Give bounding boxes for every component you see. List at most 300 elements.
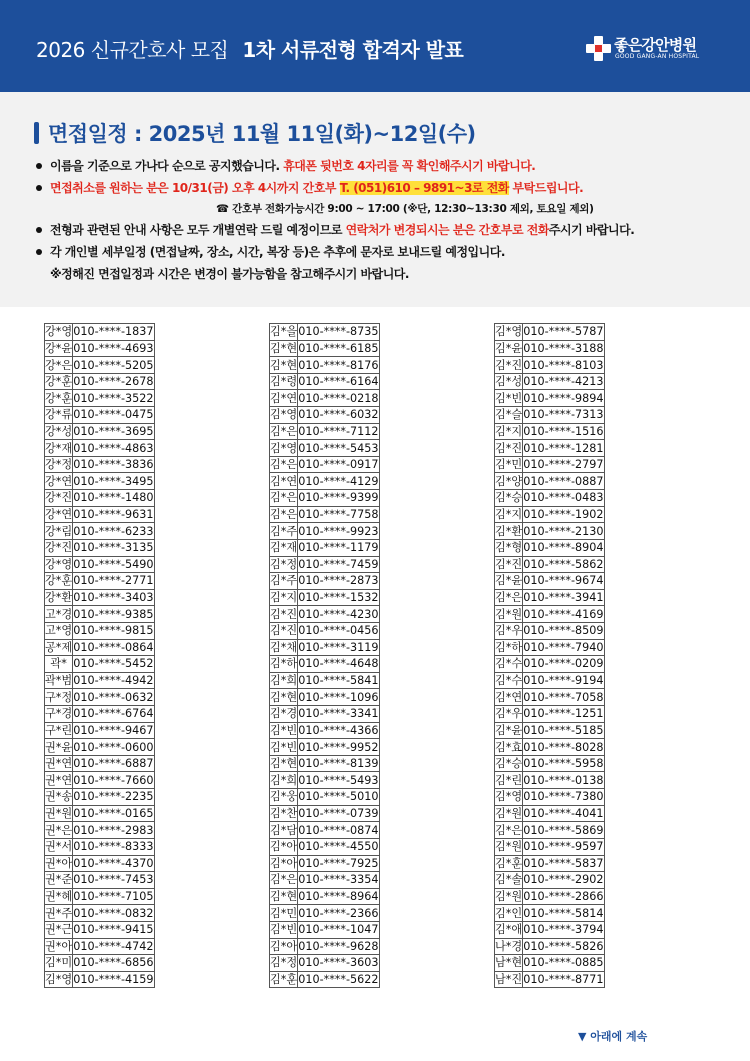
applicant-phone: 010-****-3119 (298, 640, 379, 654)
applicant-name: 김*성 (495, 375, 523, 389)
applicant-name: 김*을 (270, 325, 298, 339)
applicant-name: 김*영 (495, 325, 523, 339)
applicant-name: 고*영 (45, 624, 73, 638)
applicant-name: 김*현 (270, 358, 298, 372)
table-row (270, 523, 380, 540)
applicant-name: 강*재 (45, 441, 73, 455)
table-row (45, 739, 155, 756)
table-row (495, 921, 605, 938)
applicant-phone: 010-****-5205 (73, 358, 154, 372)
applicant-phone: 010-****-9952 (298, 740, 379, 754)
applicant-phone: 010-****-2983 (73, 823, 154, 837)
table-row (270, 473, 380, 490)
applicant-phone: 010-****-7453 (73, 873, 154, 887)
logo-name: 좋은강안병원 (614, 36, 697, 54)
table-row (495, 888, 605, 905)
applicant-name: 남*현 (495, 956, 523, 970)
table-row (270, 423, 380, 440)
table-row (270, 639, 380, 656)
applicant-name: 김*훈 (270, 973, 298, 987)
applicant-phone: 010-****-8176 (298, 358, 379, 372)
table-row (45, 755, 155, 772)
applicant-phone: 010-****-9415 (73, 923, 154, 937)
table-row (45, 805, 155, 822)
applicant-name: 김*윤 (495, 723, 523, 737)
applicant-name: 김*수 (495, 657, 523, 671)
applicant-name: 김*빈 (495, 391, 523, 405)
applicant-phone: 010-****-2130 (523, 524, 604, 538)
applicant-phone: 010-****-1516 (523, 424, 604, 438)
applicant-phone: 010-****-0483 (523, 491, 604, 505)
applicant-name: 김*진 (495, 557, 523, 571)
applicant-name: 김*원 (495, 607, 523, 621)
bullet-icon (36, 163, 42, 169)
applicant-name: 김*은 (495, 823, 523, 837)
applicant-name: 권*주 (45, 906, 73, 920)
applicant-phone: 010-****-9194 (523, 674, 604, 688)
applicant-phone: 010-****-2366 (298, 906, 379, 920)
table-row (495, 789, 605, 806)
table-row (495, 755, 605, 772)
table-row (45, 689, 155, 706)
table-row (45, 606, 155, 623)
applicant-name: 김*진 (270, 624, 298, 638)
applicant-name: 권*아 (45, 939, 73, 953)
table-row (495, 706, 605, 723)
applicant-phone: 010-****-7459 (298, 557, 379, 571)
applicant-name: 김*아 (270, 856, 298, 870)
applicant-phone: 010-****-7660 (73, 773, 154, 787)
applicant-name: 김*령 (270, 375, 298, 389)
applicant-phone: 010-****-4159 (73, 973, 154, 987)
applicant-phone: 010-****-5452 (73, 657, 154, 671)
applicant-phone: 010-****-3941 (523, 591, 604, 605)
applicant-name: 김*연 (270, 474, 298, 488)
applicant-phone: 010-****-1047 (298, 923, 379, 937)
applicant-name: 권*은 (45, 823, 73, 837)
applicant-phone: 010-****-0864 (73, 640, 154, 654)
applicant-phone: 010-****-2771 (73, 574, 154, 588)
table-row (495, 573, 605, 590)
applicant-name: 김*주 (270, 574, 298, 588)
applicant-phone: 010-****-0600 (73, 740, 154, 754)
table-row (45, 872, 155, 889)
applicant-name: 김*양 (495, 474, 523, 488)
table-row (495, 905, 605, 922)
applicant-name: 김*영 (270, 441, 298, 455)
applicant-phone: 010-****-8333 (73, 840, 154, 854)
table-row (495, 473, 605, 490)
table-row (270, 872, 380, 889)
applicant-name: 김*담 (270, 823, 298, 837)
table-row (270, 506, 380, 523)
applicant-phone: 010-****-2866 (523, 890, 604, 904)
applicant-phone: 010-****-5493 (298, 773, 379, 787)
applicant-name: 권*아 (45, 856, 73, 870)
table-row (495, 838, 605, 855)
table-row (270, 739, 380, 756)
applicant-phone: 010-****-5837 (523, 856, 604, 870)
applicant-phone: 010-****-4041 (523, 806, 604, 820)
applicant-name: 김*주 (270, 524, 298, 538)
table-row (270, 373, 380, 390)
table-row (45, 423, 155, 440)
applicant-phone: 010-****-5826 (523, 939, 604, 953)
applicant-phone: 010-****-5490 (73, 557, 154, 571)
applicant-name: 김*은 (270, 458, 298, 472)
applicant-name: 김*은 (270, 873, 298, 887)
table-row (270, 689, 380, 706)
table-row (270, 324, 380, 341)
applicant-name: 강*연 (45, 508, 73, 521)
applicant-name: 김*빈 (270, 723, 298, 737)
applicant-name: 강*류 (45, 408, 73, 422)
table-row (495, 805, 605, 822)
table-row (270, 656, 380, 673)
applicant-name: 김*수 (495, 674, 523, 688)
applicant-phone: 010-****-5869 (523, 823, 604, 837)
table-row (270, 589, 380, 606)
table-row (495, 407, 605, 424)
table-row (495, 971, 605, 988)
applicant-name: 김*린 (495, 773, 523, 787)
applicant-phone: 010-****-3403 (73, 591, 154, 605)
applicant-name: 김*은 (270, 508, 298, 521)
applicant-phone: 010-****-7058 (523, 690, 604, 704)
table-row (45, 573, 155, 590)
applicant-name: 강*진 (45, 491, 73, 505)
table-row (270, 407, 380, 424)
applicant-phone: 010-****-4213 (523, 375, 604, 389)
applicant-name: 김*윤 (495, 574, 523, 588)
table-row (495, 955, 605, 972)
applicant-name: 김*웅 (270, 790, 298, 804)
applicant-phone: 010-****-0887 (523, 474, 604, 488)
applicant-name: 김*진 (495, 441, 523, 455)
applicant-phone: 010-****-0138 (523, 773, 604, 787)
schedule-change-note: ※정해진 면접일정과 시간은 변경이 불가능함을 참고해주시기 바랍니다. (50, 267, 409, 281)
table-row (495, 490, 605, 507)
applicant-phone: 010-****-4169 (523, 607, 604, 621)
table-row (45, 921, 155, 938)
header-banner (0, 0, 750, 92)
table-row (45, 656, 155, 673)
applicant-name: 김*윤 (495, 341, 523, 355)
applicant-phone: 010-****-7112 (298, 424, 379, 438)
applicant-phone: 010-****-8735 (298, 325, 379, 339)
applicant-name: 강*은 (45, 358, 73, 372)
applicant-phone: 010-****-8509 (523, 624, 604, 638)
applicant-name: 김*지 (495, 424, 523, 438)
notice-item-order: 이름을 기준으로 가나다 순으로 공지했습니다. 휴대폰 뒷번호 4자리를 꼭 확인해주시기 바랍니다. (36, 155, 726, 177)
hospital-cross-icon (586, 36, 610, 60)
applicant-name: 곽* (45, 656, 73, 673)
applicant-phone: 010-****-3695 (73, 424, 154, 438)
applicant-name: 김*정 (270, 557, 298, 571)
continue-below-label: ▼ 아래에 계속 (578, 1030, 648, 1043)
applicant-phone: 010-****-5622 (298, 973, 379, 987)
applicant-phone: 010-****-0885 (523, 956, 604, 970)
table-row (495, 606, 605, 623)
applicant-phone: 010-****-4648 (298, 657, 379, 671)
applicant-name: 김*채 (270, 640, 298, 654)
applicant-phone: 010-****-4742 (73, 939, 154, 953)
applicant-phone: 010-****-4693 (73, 341, 154, 355)
table-row (495, 656, 605, 673)
table-row (45, 838, 155, 855)
applicant-phone: 010-****-7313 (523, 408, 604, 422)
table-row (270, 340, 380, 357)
applicant-name: 강*정 (45, 458, 73, 472)
applicant-phone: 010-****-0165 (73, 806, 154, 820)
table-row (45, 324, 155, 341)
applicant-name: 김*애 (495, 923, 523, 937)
applicant-phone: 010-****-6887 (73, 757, 154, 771)
applicant-name: 김*현 (270, 341, 298, 355)
table-row (495, 539, 605, 556)
applicant-phone: 010-****-3135 (73, 541, 154, 555)
applicant-phone: 010-****-0209 (523, 657, 604, 671)
applicant-name: 강*훈 (45, 375, 73, 389)
table-row (495, 639, 605, 656)
applicant-phone: 010-****-5787 (523, 325, 604, 339)
table-row (495, 357, 605, 374)
table-row (495, 739, 605, 756)
table-row (495, 872, 605, 889)
table-row (45, 390, 155, 407)
table-row (45, 722, 155, 739)
applicant-phone: 010-****-8103 (523, 358, 604, 372)
applicant-phone: 010-****-2235 (73, 790, 154, 804)
applicant-name: 강*영 (45, 557, 73, 571)
applicant-phone: 010-****-5862 (523, 557, 604, 571)
table-row (45, 340, 155, 357)
table-row (270, 822, 380, 839)
applicant-phone: 010-****-1096 (298, 690, 379, 704)
applicant-phone: 010-****-6032 (298, 408, 379, 422)
table-row (45, 440, 155, 457)
applicant-phone: 010-****-2873 (298, 574, 379, 588)
applicant-name: 강*훈 (45, 574, 73, 588)
table-row (495, 589, 605, 606)
bullet-icon (36, 185, 42, 191)
section-accent-bar (34, 122, 39, 144)
table-row (45, 373, 155, 390)
applicant-phone: 010-****-9894 (523, 391, 604, 405)
applicant-name: 고*경 (45, 607, 73, 621)
table-row (270, 440, 380, 457)
table-row (45, 971, 155, 988)
applicant-name: 김*아 (270, 840, 298, 854)
applicant-phone: 010-****-2678 (73, 375, 154, 389)
applicant-name: 김*재 (270, 541, 298, 555)
applicant-phone: 010-****-1480 (73, 491, 154, 505)
table-row (270, 789, 380, 806)
applicant-phone: 010-****-0917 (298, 458, 379, 472)
table-row (495, 772, 605, 789)
applicant-name: 김*형 (495, 541, 523, 555)
page-title (36, 34, 463, 63)
applicant-phone: 010-****-5185 (523, 723, 604, 737)
table-row (45, 789, 155, 806)
bullet-icon (36, 227, 42, 233)
notice-item-schedule: 각 개인별 세부일정 (면접날짜, 장소, 시간, 복장 등)은 추후에 문자로 보내드릴 예정입니다. (36, 241, 726, 263)
applicant-name: 김*원 (495, 840, 523, 854)
applicant-table-3 (494, 323, 605, 988)
applicant-phone: 010-****-8964 (298, 890, 379, 904)
applicant-phone: 010-****-1251 (523, 707, 604, 721)
applicant-phone: 010-****-6233 (73, 524, 154, 538)
applicant-name: 김*경 (270, 707, 298, 721)
applicant-name: 김*정 (270, 956, 298, 970)
applicant-name: 강*환 (45, 591, 73, 605)
table-row (270, 955, 380, 972)
applicant-name: 김*민 (495, 458, 523, 472)
table-row (270, 390, 380, 407)
table-row (45, 706, 155, 723)
table-row (270, 672, 380, 689)
applicant-phone: 010-****-8771 (523, 973, 604, 987)
table-row (270, 706, 380, 723)
applicant-name: 김*지 (270, 591, 298, 605)
applicant-phone: 010-****-3522 (73, 391, 154, 405)
applicant-phone: 010-****-3495 (73, 474, 154, 488)
table-row (270, 755, 380, 772)
logo-subtitle: GOOD GANG-AN HOSPITAL (615, 53, 700, 60)
table-row (270, 805, 380, 822)
table-row (270, 556, 380, 573)
applicant-name: 권*준 (45, 873, 73, 887)
applicant-name: 권*연 (45, 757, 73, 771)
applicant-phone: 010-****-5010 (298, 790, 379, 804)
table-row (45, 955, 155, 972)
notice-item-cancel: 면접취소를 원하는 분은 10/31(금) 오후 4시까지 간호부 T. (051)610 – 9891~3로 전화 부탁드립니다. (36, 177, 726, 199)
title-bold: 1차 서류전형 합격자 발표 (242, 38, 464, 62)
applicant-name: 김*우 (495, 624, 523, 638)
table-row (45, 772, 155, 789)
table-row (495, 722, 605, 739)
table-row (495, 938, 605, 955)
applicant-name: 곽*범 (45, 674, 73, 688)
table-row (495, 390, 605, 407)
applicant-name: 김*원 (495, 806, 523, 820)
applicant-name: 강*진 (45, 541, 73, 555)
table-row (270, 622, 380, 639)
table-row (495, 440, 605, 457)
applicant-name: 권*원 (45, 806, 73, 820)
table-row (270, 722, 380, 739)
applicant-name: 김*은 (270, 491, 298, 505)
applicant-phone: 010-****-7758 (298, 508, 379, 521)
table-row (495, 423, 605, 440)
applicant-phone: 010-****-3603 (298, 956, 379, 970)
applicant-name: 김*슬 (495, 408, 523, 422)
applicant-phone: 010-****-7380 (523, 790, 604, 804)
table-row (45, 357, 155, 374)
table-row (495, 506, 605, 523)
interview-schedule: 면접일정 : 2025년 11월 11일(화)~12일(수) (48, 122, 476, 146)
notice-list (36, 155, 726, 285)
applicant-phone: 010-****-3354 (298, 873, 379, 887)
table-row (270, 539, 380, 556)
applicant-name: 권*윤 (45, 740, 73, 754)
table-row (45, 639, 155, 656)
applicant-phone: 010-****-4370 (73, 856, 154, 870)
table-row (270, 838, 380, 855)
table-row (45, 456, 155, 473)
applicant-name: 권*송 (45, 790, 73, 804)
table-row (45, 473, 155, 490)
applicant-phone: 010-****-1281 (523, 441, 604, 455)
applicant-phone: 010-****-9815 (73, 624, 154, 638)
applicant-phone: 010-****-4863 (73, 441, 154, 455)
table-row (45, 539, 155, 556)
table-row (270, 921, 380, 938)
table-row (45, 855, 155, 872)
applicant-phone: 010-****-1902 (523, 508, 604, 521)
table-row (45, 822, 155, 839)
applicant-phone: 010-****-9385 (73, 607, 154, 621)
applicant-name: 나*경 (495, 939, 523, 953)
applicant-phone: 010-****-5453 (298, 441, 379, 455)
applicant-phone: 010-****-6164 (298, 375, 379, 389)
applicant-phone: 010-****-1532 (298, 591, 379, 605)
table-row (270, 938, 380, 955)
applicant-name: 권*혜 (45, 890, 73, 904)
hospital-logo (586, 34, 716, 64)
applicant-name: 김*솔 (495, 873, 523, 887)
applicant-name: 강*영 (45, 325, 73, 339)
table-row (495, 340, 605, 357)
applicant-name: 구*경 (45, 707, 73, 721)
applicant-phone: 010-****-2902 (523, 873, 604, 887)
applicant-phone: 010-****-1179 (298, 541, 379, 555)
table-row (270, 772, 380, 789)
applicant-phone: 010-****-9467 (73, 723, 154, 737)
applicant-phone: 010-****-0475 (73, 408, 154, 422)
table-row (495, 523, 605, 540)
applicant-name: 김*진 (270, 607, 298, 621)
applicant-name: 김*민 (270, 906, 298, 920)
applicant-name: 구*정 (45, 690, 73, 704)
applicant-phone: 010-****-4366 (298, 723, 379, 737)
applicant-name: 김*은 (495, 591, 523, 605)
applicant-phone: 010-****-1837 (73, 325, 154, 339)
table-row (270, 573, 380, 590)
applicant-name: 김*희 (270, 674, 298, 688)
applicant-phone: 010-****-4942 (73, 674, 154, 688)
applicant-name: 김*우 (495, 707, 523, 721)
applicant-name: 김*연 (270, 391, 298, 405)
applicant-phone: 010-****-8904 (523, 541, 604, 555)
applicant-phone: 010-****-5814 (523, 906, 604, 920)
table-row (45, 888, 155, 905)
applicant-phone: 010-****-6764 (73, 707, 154, 721)
applicant-name: 김*아 (270, 939, 298, 953)
applicant-phone: 010-****-3188 (523, 341, 604, 355)
applicant-name: 구*린 (45, 723, 73, 737)
applicant-phone: 010-****-9674 (523, 574, 604, 588)
table-row (45, 506, 155, 523)
applicant-phone: 010-****-9628 (298, 939, 379, 953)
notice-item-contact: 전형과 관련된 안내 사항은 모두 개별연락 드릴 예정이므로 연락처가 변경되시는 분은 간호부로 전화주시기 바랍니다. (36, 219, 726, 241)
applicant-name: 김*영 (495, 790, 523, 804)
applicant-phone: 010-****-8028 (523, 740, 604, 754)
applicant-phone: 010-****-4550 (298, 840, 379, 854)
table-row (270, 905, 380, 922)
applicant-name: 김*진 (495, 358, 523, 372)
applicant-phone: 010-****-8139 (298, 757, 379, 771)
